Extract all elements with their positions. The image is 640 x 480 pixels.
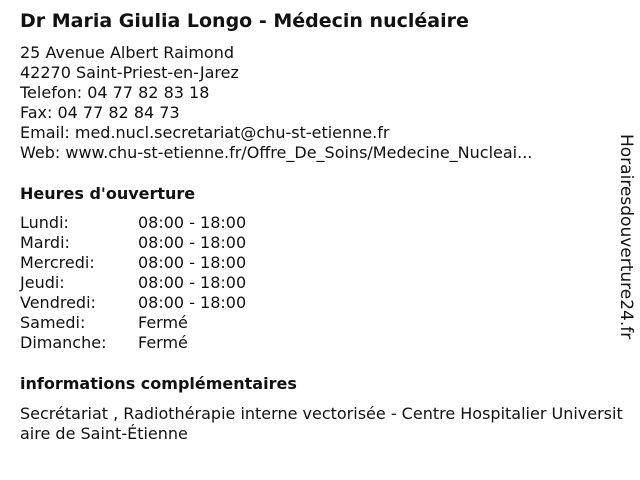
phone-number: Telefon: 04 77 82 83 18: [20, 83, 210, 102]
hours-row-sunday: [20, 333, 320, 353]
hours-time: 08:00 - 18:00: [138, 253, 247, 272]
hours-day: Dimanche:: [20, 333, 107, 352]
hours-day: Samedi:: [20, 313, 86, 332]
hours-time: 08:00 - 18:00: [138, 293, 247, 312]
email-address: Email: med.nucl.secretariat@chu-st-etienne.fr: [20, 123, 390, 142]
address-street: 25 Avenue Albert Raimond: [20, 43, 234, 62]
hours-time: 08:00 - 18:00: [138, 213, 247, 232]
hours-row-thursday: [20, 273, 320, 293]
hours-day: Mardi:: [20, 233, 70, 252]
hours-row-monday: [20, 213, 320, 233]
hours-row-friday: [20, 293, 320, 313]
hours-row-saturday: [20, 313, 320, 333]
page-title: Dr Maria Giulia Longo - Médecin nucléaire: [20, 10, 469, 32]
opening-hours-heading: Heures d'ouverture: [20, 184, 196, 203]
hours-day: Jeudi:: [20, 273, 65, 292]
opening-hours-table: [20, 213, 320, 353]
contact-block: [20, 43, 532, 163]
hours-time: Fermé: [138, 333, 188, 352]
additional-info-text: Secrétariat , Radiothérapie interne vectorisée - Centre Hospitalier Universitaire de Saint-Étienne: [20, 404, 623, 443]
hours-time: 08:00 - 18:00: [138, 233, 247, 252]
hours-time: 08:00 - 18:00: [138, 273, 247, 292]
hours-day: Vendredi:: [20, 293, 96, 312]
hours-row-wednesday: [20, 253, 320, 273]
fax-number: Fax: 04 77 82 84 73: [20, 103, 180, 122]
hours-row-tuesday: [20, 233, 320, 253]
hours-day: Mercredi:: [20, 253, 95, 272]
additional-info-heading: informations complémentaires: [20, 374, 297, 393]
hours-time: Fermé: [138, 313, 188, 332]
hours-day: Lundi:: [20, 213, 69, 232]
address-city: 42270 Saint-Priest-en-Jarez: [20, 63, 239, 82]
website-link: Web: www.chu-st-etienne.fr/Offre_De_Soins/Medecine_Nucleai...: [20, 143, 533, 162]
site-watermark: Horairesdouverture24.fr: [616, 134, 636, 340]
